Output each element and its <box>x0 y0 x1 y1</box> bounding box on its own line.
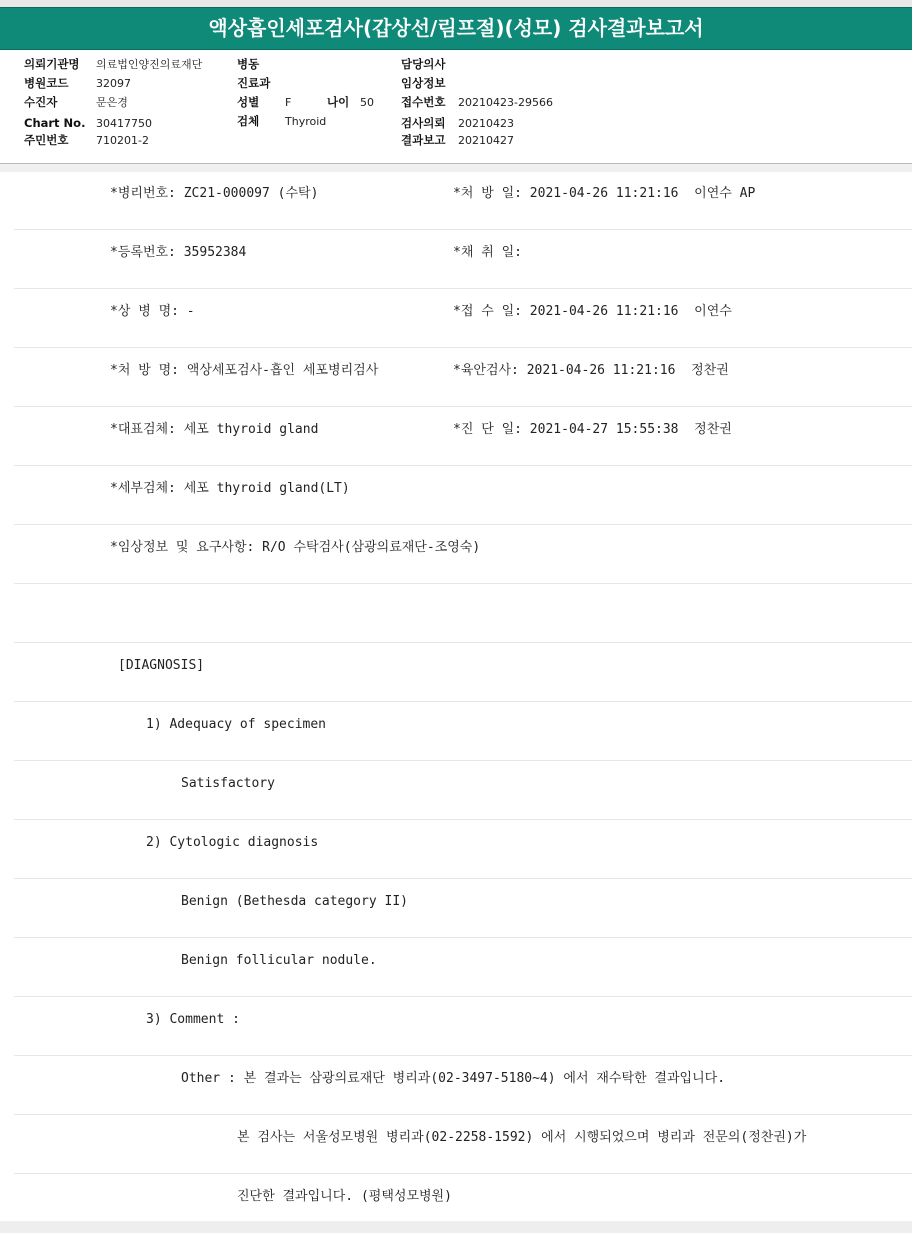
info-row <box>401 115 514 131</box>
report-line <box>14 820 912 879</box>
report-field: *병리번호: ZC21-000097 (수탁) <box>110 186 319 201</box>
info-row <box>401 56 458 72</box>
report-line <box>14 289 912 348</box>
info-value: 20210423 <box>458 117 514 130</box>
report-line <box>14 348 912 407</box>
report-text: Other : 본 결과는 삼광의료재단 병리과(02-3497-5180~4) 에서 재수탁한 결과입니다. <box>181 1071 726 1086</box>
info-label: 의뢰기관명 <box>24 57 80 71</box>
info-row <box>401 132 514 148</box>
report-line <box>14 997 912 1056</box>
report-field: *대표검체: 세포 thyroid gland <box>110 422 319 437</box>
info-row <box>237 56 285 72</box>
report-text: Benign follicular nodule. <box>181 953 377 968</box>
info-row <box>24 132 149 148</box>
report-line <box>14 466 912 525</box>
report-field: *상 병 명: - <box>110 304 195 319</box>
report-text: Benign (Bethesda category II) <box>181 894 408 909</box>
report-text: 진단한 결과입니다. (평택성모병원) <box>237 1189 452 1204</box>
report-field: *임상정보 및 요구사항: R/O 수탁검사(삼광의료재단-조영숙) <box>110 540 481 555</box>
report-field: *처 방 일: 2021-04-26 11:21:16 이연수 AP <box>453 186 756 201</box>
info-label: 검사의뢰 <box>401 116 446 130</box>
diagnosis-heading: [DIAGNOSIS] <box>118 658 205 673</box>
info-label: 검체 <box>237 114 260 128</box>
info-label: 주민번호 <box>24 133 69 147</box>
report-line <box>14 643 912 702</box>
info-label: 결과보고 <box>401 133 446 147</box>
info-value: 20210427 <box>458 134 514 147</box>
info-value: Thyroid <box>285 115 327 128</box>
report-line <box>14 407 912 466</box>
report-line <box>14 1056 912 1115</box>
info-row <box>237 113 326 129</box>
report-field: *육안검사: 2021-04-26 11:21:16 정찬권 <box>453 363 729 378</box>
info-value: 20210423-29566 <box>458 96 553 109</box>
report-field: *채 취 일: <box>453 245 522 260</box>
info-row <box>237 75 285 91</box>
report-text: 2) Cytologic diagnosis <box>146 835 319 850</box>
info-label: 진료과 <box>237 76 271 90</box>
info-row <box>24 94 128 110</box>
report-line <box>14 171 912 230</box>
report-line <box>14 584 912 643</box>
report-field: *진 단 일: 2021-04-27 15:55:38 정찬권 <box>453 422 732 437</box>
report-body <box>14 171 912 1221</box>
report-line <box>14 702 912 761</box>
info-value: F <box>285 96 292 109</box>
report-line <box>14 761 912 820</box>
info-value: 의료법인양진의료재단 <box>96 58 203 71</box>
info-value: 32097 <box>96 77 131 90</box>
info-value: 30417750 <box>96 117 152 130</box>
info-row <box>401 75 458 91</box>
info-label: 병동 <box>237 57 260 71</box>
info-row <box>24 56 202 72</box>
info-label: 임상정보 <box>401 76 446 90</box>
report-text: 본 검사는 서울성모병원 병리과(02-2258-1592) 에서 시행되었으며 병리과 전문의(정찬권)가 <box>237 1130 807 1145</box>
report-title: 액상흡인세포검사(갑상선/림프절)(성모) 검사결과보고서 <box>0 7 912 50</box>
info-label: 성별 <box>237 95 260 109</box>
report-field: *등록번호: 35952384 <box>110 245 247 260</box>
report-field: *세부검체: 세포 thyroid gland(LT) <box>110 481 350 496</box>
top-strip <box>0 0 912 7</box>
report-line <box>14 1115 912 1174</box>
report-line <box>14 525 912 584</box>
report-field: *처 방 명: 액상세포검사-흡인 세포병리검사 <box>110 363 379 378</box>
info-row <box>237 94 291 110</box>
report-text: 3) Comment : <box>146 1012 240 1027</box>
bottom-strip <box>0 1221 912 1233</box>
report-text: Satisfactory <box>181 776 275 791</box>
report-line <box>14 230 912 289</box>
info-value: 문은경 <box>96 96 128 109</box>
info-label: 수진자 <box>24 95 58 109</box>
info-label: 접수번호 <box>401 95 446 109</box>
info-value: 710201-2 <box>96 134 149 147</box>
report-line <box>14 879 912 938</box>
info-row <box>327 94 374 110</box>
age-value: 50 <box>360 96 374 109</box>
info-row <box>401 94 553 110</box>
info-row <box>24 75 131 91</box>
info-label: 병원코드 <box>24 76 69 90</box>
report-text: 1) Adequacy of specimen <box>146 717 327 732</box>
info-label: Chart No. <box>24 116 86 130</box>
age-label: 나이 <box>327 95 350 109</box>
report-field: *접 수 일: 2021-04-26 11:21:16 이연수 <box>453 304 732 319</box>
patient-info-panel <box>0 50 912 162</box>
report-line <box>14 938 912 997</box>
info-label: 담당의사 <box>401 57 446 71</box>
info-row <box>24 115 152 131</box>
